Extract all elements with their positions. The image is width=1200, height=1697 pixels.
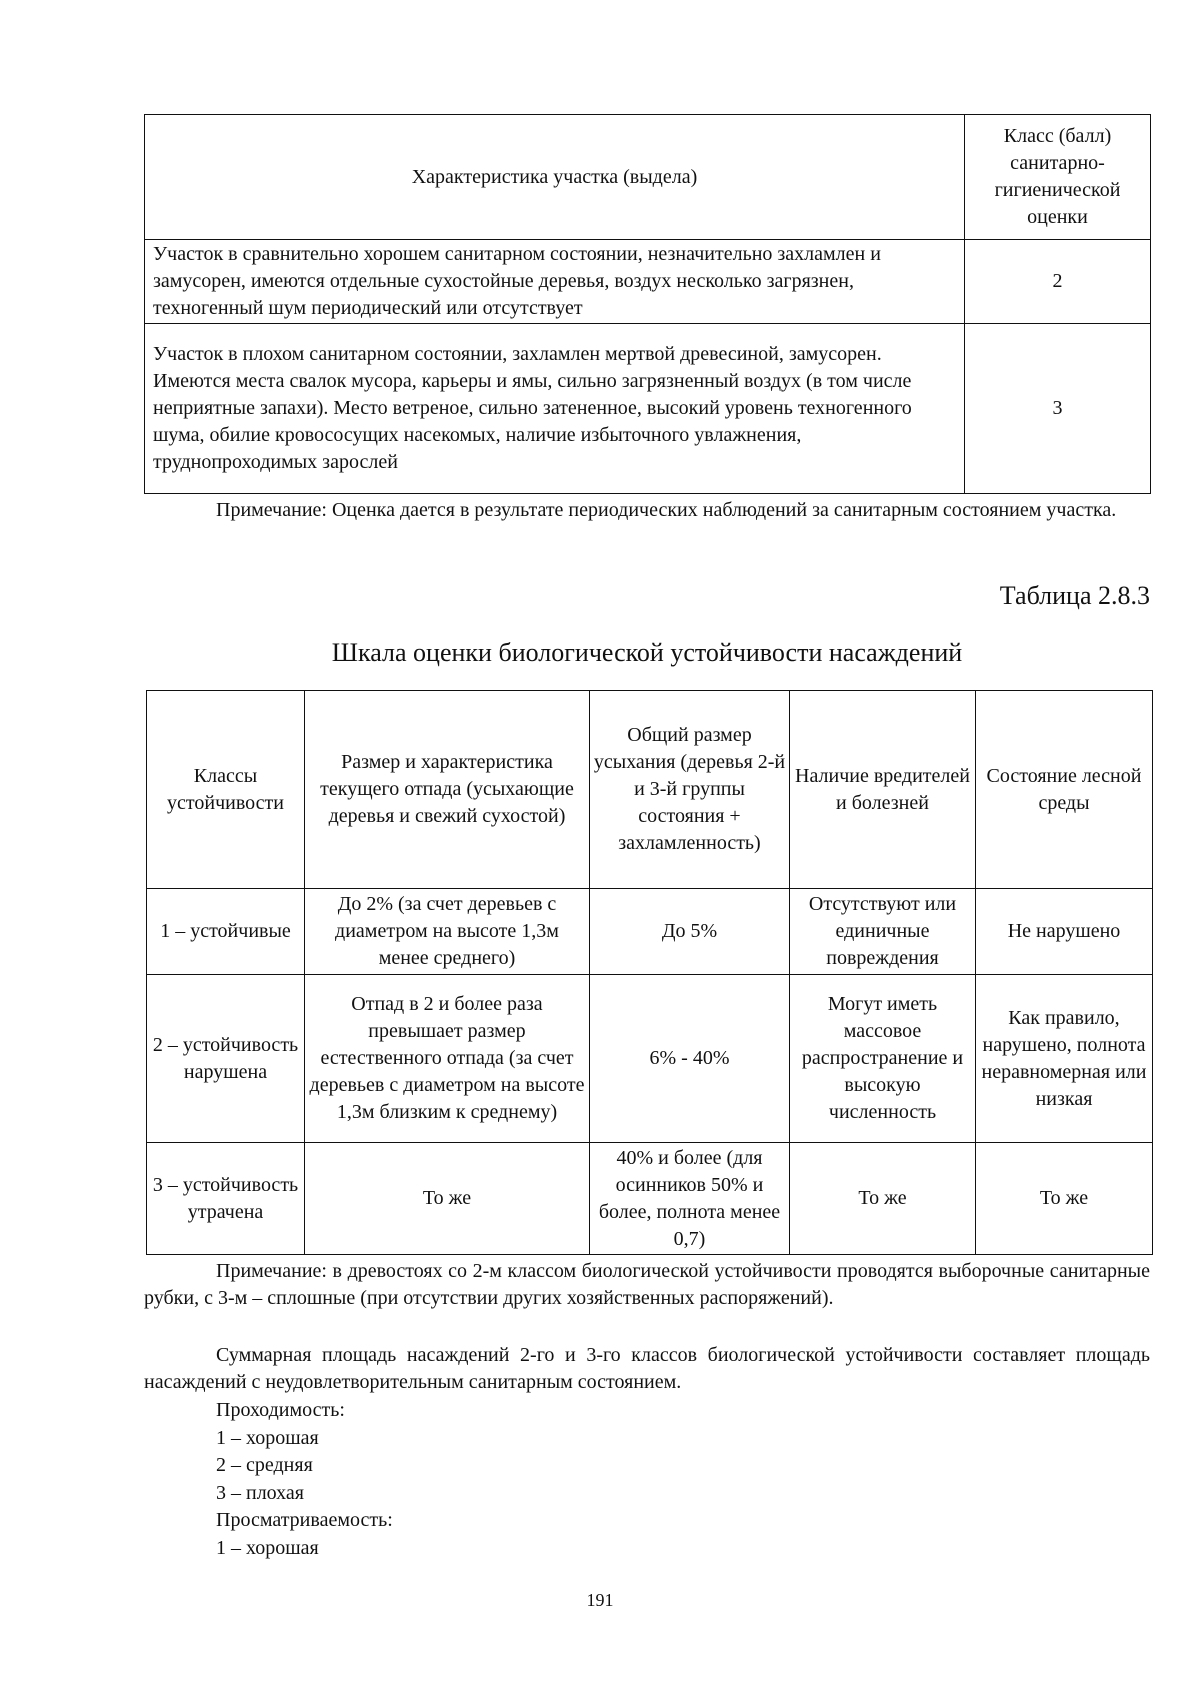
- list-item: 1 – хорошая: [216, 1536, 319, 1559]
- table-cell: 6% - 40%: [590, 975, 790, 1143]
- table-cell: Отпад в 2 и более раза превышает размер естественного отпада (за счет деревьев с диаметром на высоте 1,3м близким к среднему): [305, 975, 590, 1143]
- table-header-cell: Общий размер усыхания (деревья 2-й и 3-й группы состояния + захламленность): [590, 691, 790, 889]
- table-cell: 2 – устойчивость нарушена: [147, 975, 305, 1143]
- table-cell: 3 – устойчивость утрачена: [147, 1143, 305, 1255]
- table-header-cell: Наличие вредителей и болезней: [790, 691, 976, 889]
- table-cell: До 5%: [590, 889, 790, 975]
- stability-scale-table: [146, 690, 1153, 1255]
- table-header-cell: Характеристика участка (выдела): [145, 115, 965, 240]
- list-heading: Проходимость:: [216, 1399, 345, 1421]
- table-cell: Не нарушено: [976, 889, 1153, 975]
- table-header-cell: Размер и характеристика текущего отпада (усыхающие деревья и свежий сухостой): [305, 691, 590, 889]
- list-item: 2 – средняя: [216, 1454, 313, 1476]
- body-paragraph: Суммарная площадь насаждений 2-го и 3-го классов биологической устойчивости составляет площадь насаждений с неудовлетворительным санитарным состоянием.: [144, 1344, 1150, 1393]
- table-number: Таблица 2.8.3: [999, 581, 1150, 610]
- table-title: Шкала оценки биологической устойчивости насаждений: [331, 638, 963, 667]
- table-cell: То же: [790, 1143, 976, 1255]
- table-header-cell: Класс (балл) санитарно-гигиенической оценки: [965, 115, 1151, 240]
- table-cell: До 2% (за счет деревьев с диаметром на высоте 1,3м менее среднего): [305, 889, 590, 975]
- table-cell: То же: [305, 1143, 590, 1255]
- table-cell: 2: [965, 240, 1151, 324]
- list-item: 3 – плохая: [216, 1481, 304, 1504]
- table-note: Примечание: в древостоях со 2-м классом биологической устойчивости проводятся выборочные санитарные рубки, с 3-м – сплошные (при отсутствии других хозяйственных распоряжений).: [144, 1260, 1150, 1309]
- page-number: 191: [586, 1590, 614, 1610]
- table-header-cell: Классы устойчивости: [147, 691, 305, 889]
- table-cell: Отсутствуют или единичные повреждения: [790, 889, 976, 975]
- table-cell: Могут иметь массовое распространение и высокую численность: [790, 975, 976, 1143]
- table-note: Примечание: Оценка дается в результате периодических наблюдений за санитарным состоянием участка.: [216, 499, 1117, 521]
- passability-list: [216, 1397, 816, 1562]
- table-header-cell: Состояние лесной среды: [976, 691, 1153, 889]
- table-cell: 1 – устойчивые: [147, 889, 305, 975]
- table-cell: То же: [976, 1143, 1153, 1255]
- table-cell: Участок в плохом санитарном состоянии, захламлен мертвой древесиной, замусорен. Имеются места свалок мусора, карьеры и ямы, сильно загрязненный воздух (в том числе неприятные запахи). Место ветреное, сильно затененное, высокий уровень техногенного шума, обилие кровососущих насекомых, наличие избыточного увлажнения, труднопроходимых зарослей: [145, 324, 965, 494]
- table-cell: Участок в сравнительно хорошем санитарном состоянии, незначительно захламлен и замусорен, имеются отдельные сухостойные деревья, воздух несколько загрязнен, техногенный шум периодический или отсутствует: [145, 240, 965, 324]
- table-cell: Как правило, нарушено, полнота неравномерная или низкая: [976, 975, 1153, 1143]
- table-cell: 3: [965, 324, 1151, 494]
- list-item: 1 – хорошая: [216, 1426, 319, 1449]
- table-cell: 40% и более (для осинников 50% и более, полнота менее 0,7): [590, 1143, 790, 1255]
- sanitary-score-table: [144, 114, 1151, 494]
- list-heading: Просматриваемость:: [216, 1509, 393, 1531]
